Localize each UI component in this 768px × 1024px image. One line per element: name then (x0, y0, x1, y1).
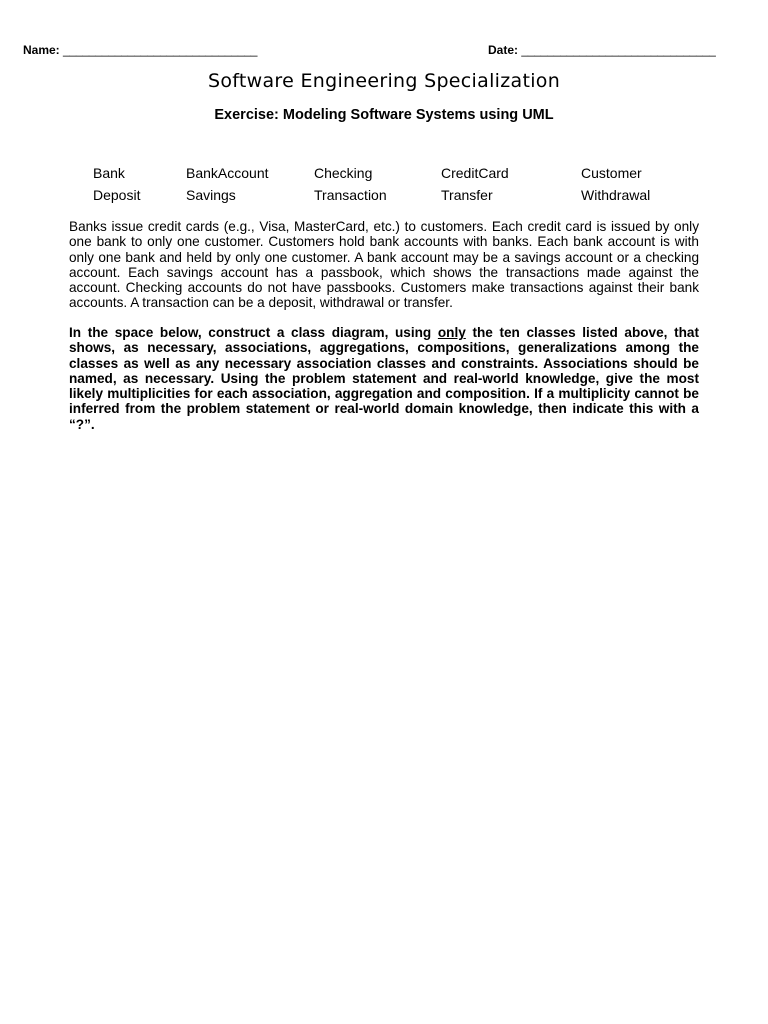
name-blank-line[interactable]: ______________________________ (63, 43, 258, 57)
class-name: Deposit (93, 187, 141, 203)
diagram-answer-area[interactable] (69, 450, 699, 1000)
class-name: Checking (314, 165, 373, 181)
instructions (69, 325, 699, 432)
emphasis-only: only (437, 325, 466, 340)
name-field[interactable] (23, 43, 257, 57)
instructions-text: the ten classes listed above, that shows, as necessary, associations, aggregations, compositions, generalizations among the classes as well as any necessary association classes and constraints. Associations should be named, as necessary. Using the problem statement and real-world knowledge, give the most likely multiplicities for each association, aggregation and composition. If a multiplicity cannot be inferred from the problem statement or real-world domain knowledge, then indicate this with a “?”. (69, 325, 699, 432)
instructions-text: In the space below, construct a class diagram, using (69, 325, 438, 340)
date-blank-line[interactable]: ______________________________ (521, 43, 716, 57)
class-name: Withdrawal (581, 187, 651, 203)
class-list (0, 165, 768, 215)
class-name: Bank (93, 165, 125, 181)
class-name: Transaction (314, 187, 387, 203)
name-label: Name: (23, 43, 60, 57)
class-name: Savings (186, 187, 236, 203)
date-field[interactable] (488, 43, 716, 57)
class-name: Customer (581, 165, 642, 181)
exercise-subtitle: Exercise: Modeling Software Systems using UML (214, 107, 554, 123)
class-name: Transfer (441, 187, 493, 203)
class-name: BankAccount (186, 165, 269, 181)
problem-statement: Banks issue credit cards (e.g., Visa, MasterCard, etc.) to customers. Each credit card is issued by only one bank to only one customer. Customers hold bank accounts with banks. Each bank account is with only one bank and held by only one customer. A bank account may be a savings account or a checking account. Each savings account has a passbook, which shows the transactions made against the account. Checking accounts do not have passbooks. Customers make transactions against their bank accounts. A transaction can be a deposit, withdrawal or transfer. (69, 219, 699, 311)
class-name: CreditCard (441, 165, 509, 181)
date-label: Date: (488, 43, 519, 57)
page-title: Software Engineering Specialization (207, 70, 561, 92)
